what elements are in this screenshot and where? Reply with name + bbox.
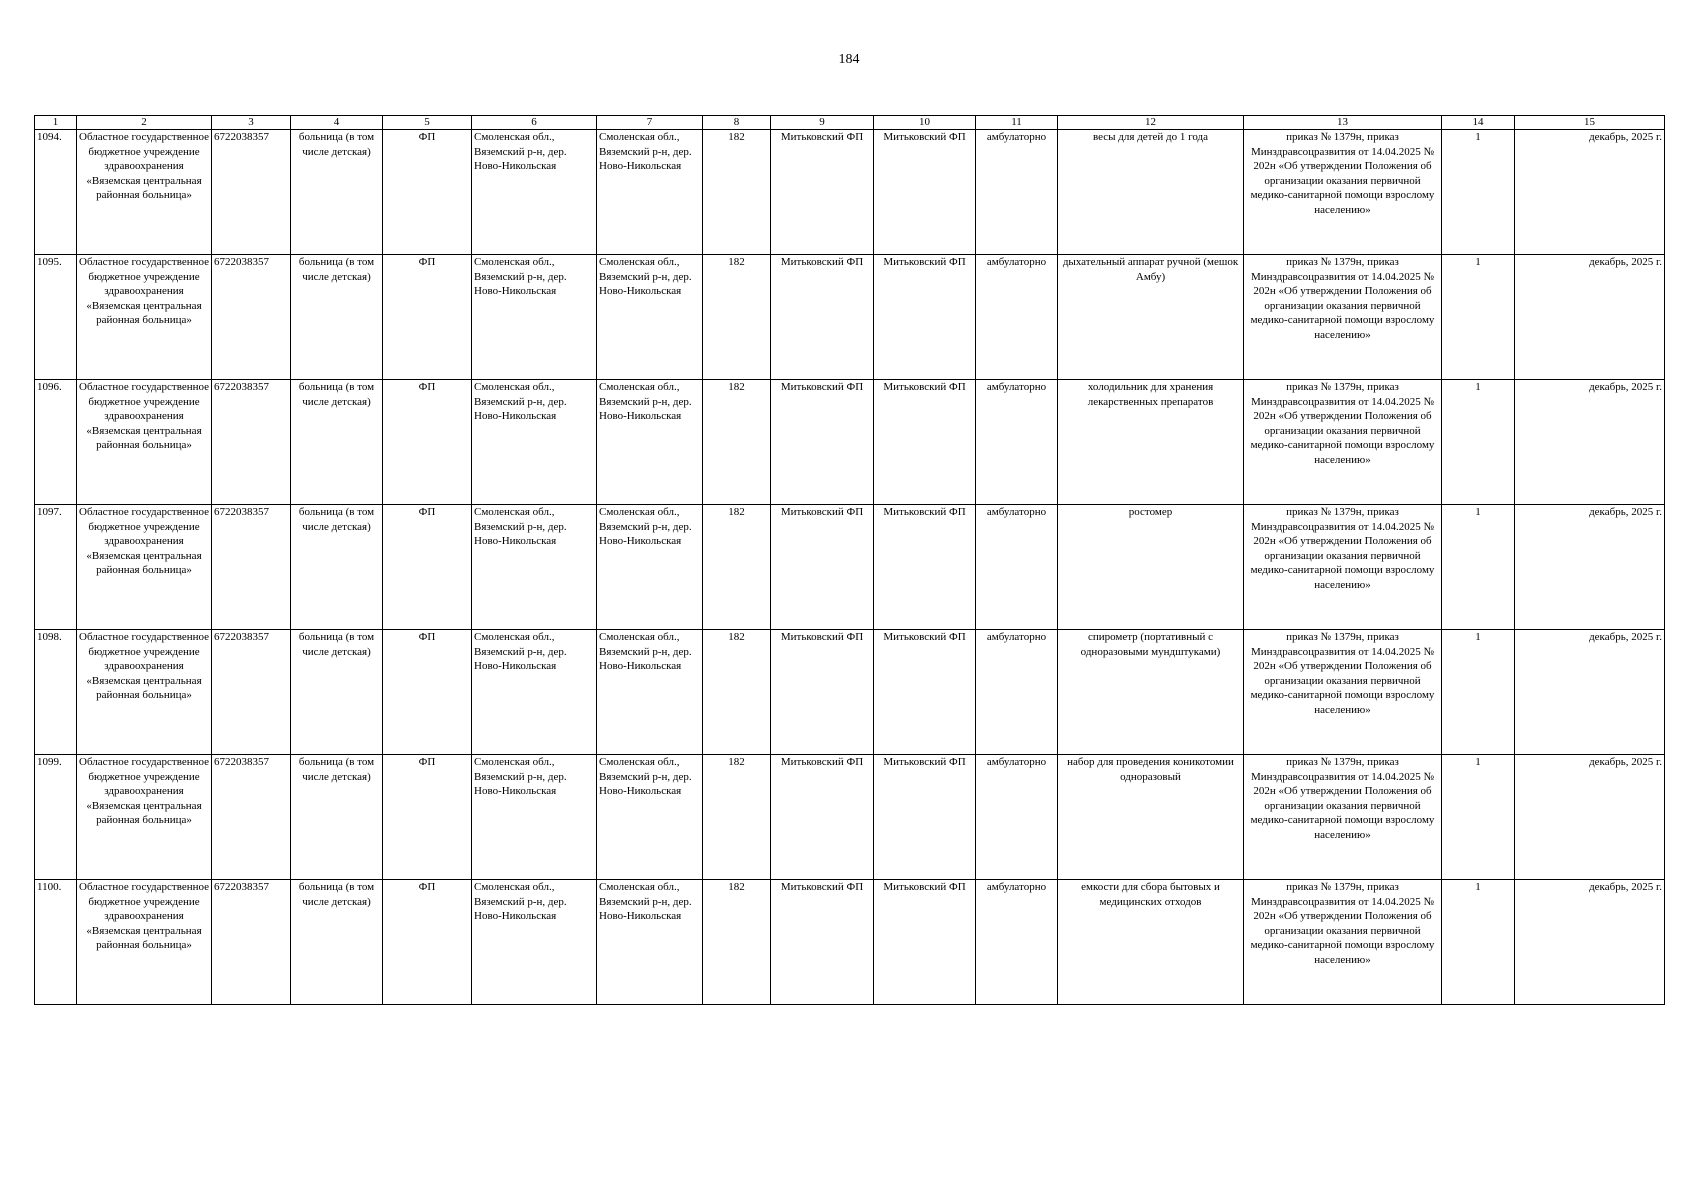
delivery-date: декабрь, 2025 г. bbox=[1515, 255, 1665, 380]
unit-name: Митьковский ФП bbox=[771, 380, 874, 505]
unit-type: ФП bbox=[383, 130, 472, 255]
equipment-quantity: 1 bbox=[1442, 255, 1515, 380]
unit-name-short: Митьковский ФП bbox=[874, 255, 976, 380]
unit-code: 182 bbox=[703, 880, 771, 1005]
regulatory-basis: приказ № 1379н, приказ Минздравсоцразвития от 14.04.2025 № 202н «Об утверждении Положения об организации оказания первичной медико-санитарной помощи взрослому населению» bbox=[1244, 880, 1442, 1005]
equipment-name: холодильник для хранения лекарственных препаратов bbox=[1058, 380, 1244, 505]
table-row bbox=[35, 380, 1665, 505]
unit-name-short: Митьковский ФП bbox=[874, 880, 976, 1005]
column-number-header: 14 bbox=[1442, 116, 1515, 130]
column-number-header: 7 bbox=[597, 116, 703, 130]
table-row bbox=[35, 630, 1665, 755]
delivery-date: декабрь, 2025 г. bbox=[1515, 505, 1665, 630]
regulatory-basis: приказ № 1379н, приказ Минздравсоцразвития от 14.04.2025 № 202н «Об утверждении Положения об организации оказания первичной медико-санитарной помощи взрослому населению» bbox=[1244, 630, 1442, 755]
equipment-quantity: 1 bbox=[1442, 880, 1515, 1005]
unit-type: ФП bbox=[383, 755, 472, 880]
equipment-quantity: 1 bbox=[1442, 755, 1515, 880]
equipment-quantity: 1 bbox=[1442, 630, 1515, 755]
equipment-name: дыхательный аппарат ручной (мешок Амбу) bbox=[1058, 255, 1244, 380]
unit-name-short: Митьковский ФП bbox=[874, 505, 976, 630]
unit-name: Митьковский ФП bbox=[771, 880, 874, 1005]
unit-type: ФП bbox=[383, 255, 472, 380]
equipment-quantity: 1 bbox=[1442, 130, 1515, 255]
facility-type: больница (в том числе детская) bbox=[291, 630, 383, 755]
facility-address: Смоленская обл., Вяземский р-н, дер. Ново-Никольская bbox=[472, 630, 597, 755]
regulatory-basis: приказ № 1379н, приказ Минздравсоцразвития от 14.04.2025 № 202н «Об утверждении Положения об организации оказания первичной медико-санитарной помощи взрослому населению» bbox=[1244, 255, 1442, 380]
column-number-header: 5 bbox=[383, 116, 472, 130]
care-mode: амбулаторно bbox=[976, 130, 1058, 255]
column-number-header: 15 bbox=[1515, 116, 1665, 130]
unit-code: 182 bbox=[703, 755, 771, 880]
column-number-header: 4 bbox=[291, 116, 383, 130]
column-number-row bbox=[35, 116, 1665, 130]
care-mode: амбулаторно bbox=[976, 255, 1058, 380]
delivery-date: декабрь, 2025 г. bbox=[1515, 130, 1665, 255]
row-number: 1094. bbox=[35, 130, 77, 255]
row-number: 1100. bbox=[35, 880, 77, 1005]
regulatory-basis: приказ № 1379н, приказ Минздравсоцразвития от 14.04.2025 № 202н «Об утверждении Положения об организации оказания первичной медико-санитарной помощи взрослому населению» bbox=[1244, 380, 1442, 505]
facility-type: больница (в том числе детская) bbox=[291, 880, 383, 1005]
facility-type: больница (в том числе детская) bbox=[291, 255, 383, 380]
row-number: 1097. bbox=[35, 505, 77, 630]
equipment-register-table bbox=[34, 115, 1665, 1005]
column-number-header: 6 bbox=[472, 116, 597, 130]
unit-name-short: Митьковский ФП bbox=[874, 630, 976, 755]
table-row bbox=[35, 755, 1665, 880]
column-number-header: 13 bbox=[1244, 116, 1442, 130]
facility-type: больница (в том числе детская) bbox=[291, 505, 383, 630]
organization-inn: 6722038357 bbox=[212, 630, 291, 755]
care-mode: амбулаторно bbox=[976, 380, 1058, 505]
equipment-name: набор для проведения коникотомии одноразовый bbox=[1058, 755, 1244, 880]
organization-inn: 6722038357 bbox=[212, 505, 291, 630]
organization-inn: 6722038357 bbox=[212, 130, 291, 255]
unit-address: Смоленская обл., Вяземский р-н, дер. Ново-Никольская bbox=[597, 880, 703, 1005]
delivery-date: декабрь, 2025 г. bbox=[1515, 755, 1665, 880]
equipment-name: спирометр (портативный с одноразовыми мундштуками) bbox=[1058, 630, 1244, 755]
column-number-header: 1 bbox=[35, 116, 77, 130]
care-mode: амбулаторно bbox=[976, 880, 1058, 1005]
delivery-date: декабрь, 2025 г. bbox=[1515, 880, 1665, 1005]
unit-address: Смоленская обл., Вяземский р-н, дер. Ново-Никольская bbox=[597, 380, 703, 505]
column-number-header: 3 bbox=[212, 116, 291, 130]
unit-name: Митьковский ФП bbox=[771, 505, 874, 630]
organization-name: Областное государственное бюджетное учреждение здравоохранения «Вяземская центральная районная больница» bbox=[77, 255, 212, 380]
row-number: 1096. bbox=[35, 380, 77, 505]
organization-inn: 6722038357 bbox=[212, 755, 291, 880]
organization-name: Областное государственное бюджетное учреждение здравоохранения «Вяземская центральная районная больница» bbox=[77, 130, 212, 255]
unit-address: Смоленская обл., Вяземский р-н, дер. Ново-Никольская bbox=[597, 505, 703, 630]
column-number-header: 8 bbox=[703, 116, 771, 130]
regulatory-basis: приказ № 1379н, приказ Минздравсоцразвития от 14.04.2025 № 202н «Об утверждении Положения об организации оказания первичной медико-санитарной помощи взрослому населению» bbox=[1244, 130, 1442, 255]
organization-inn: 6722038357 bbox=[212, 880, 291, 1005]
equipment-name: весы для детей до 1 года bbox=[1058, 130, 1244, 255]
unit-code: 182 bbox=[703, 130, 771, 255]
organization-inn: 6722038357 bbox=[212, 380, 291, 505]
equipment-quantity: 1 bbox=[1442, 380, 1515, 505]
row-number: 1098. bbox=[35, 630, 77, 755]
organization-name: Областное государственное бюджетное учреждение здравоохранения «Вяземская центральная районная больница» bbox=[77, 755, 212, 880]
equipment-name: ростомер bbox=[1058, 505, 1244, 630]
care-mode: амбулаторно bbox=[976, 755, 1058, 880]
page-number: 184 bbox=[838, 52, 860, 67]
column-number-header: 10 bbox=[874, 116, 976, 130]
unit-address: Смоленская обл., Вяземский р-н, дер. Ново-Никольская bbox=[597, 755, 703, 880]
organization-name: Областное государственное бюджетное учреждение здравоохранения «Вяземская центральная районная больница» bbox=[77, 380, 212, 505]
organization-name: Областное государственное бюджетное учреждение здравоохранения «Вяземская центральная районная больница» bbox=[77, 630, 212, 755]
equipment-name: емкости для сбора бытовых и медицинских отходов bbox=[1058, 880, 1244, 1005]
care-mode: амбулаторно bbox=[976, 630, 1058, 755]
table-row bbox=[35, 880, 1665, 1005]
facility-type: больница (в том числе детская) bbox=[291, 130, 383, 255]
facility-address: Смоленская обл., Вяземский р-н, дер. Ново-Никольская bbox=[472, 755, 597, 880]
facility-address: Смоленская обл., Вяземский р-н, дер. Ново-Никольская bbox=[472, 380, 597, 505]
delivery-date: декабрь, 2025 г. bbox=[1515, 380, 1665, 505]
delivery-date: декабрь, 2025 г. bbox=[1515, 630, 1665, 755]
unit-address: Смоленская обл., Вяземский р-н, дер. Ново-Никольская bbox=[597, 130, 703, 255]
unit-name: Митьковский ФП bbox=[771, 630, 874, 755]
facility-address: Смоленская обл., Вяземский р-н, дер. Ново-Никольская bbox=[472, 505, 597, 630]
unit-type: ФП bbox=[383, 505, 472, 630]
organization-inn: 6722038357 bbox=[212, 255, 291, 380]
table-row bbox=[35, 505, 1665, 630]
table-row bbox=[35, 255, 1665, 380]
unit-code: 182 bbox=[703, 630, 771, 755]
facility-address: Смоленская обл., Вяземский р-н, дер. Ново-Никольская bbox=[472, 255, 597, 380]
facility-type: больница (в том числе детская) bbox=[291, 755, 383, 880]
table-body bbox=[35, 130, 1665, 1005]
unit-name-short: Митьковский ФП bbox=[874, 130, 976, 255]
column-number-header: 2 bbox=[77, 116, 212, 130]
facility-address: Смоленская обл., Вяземский р-н, дер. Ново-Никольская bbox=[472, 130, 597, 255]
column-number-header: 9 bbox=[771, 116, 874, 130]
row-number: 1095. bbox=[35, 255, 77, 380]
unit-code: 182 bbox=[703, 255, 771, 380]
unit-address: Смоленская обл., Вяземский р-н, дер. Ново-Никольская bbox=[597, 255, 703, 380]
unit-name-short: Митьковский ФП bbox=[874, 755, 976, 880]
column-number-header: 11 bbox=[976, 116, 1058, 130]
unit-type: ФП bbox=[383, 630, 472, 755]
facility-type: больница (в том числе детская) bbox=[291, 380, 383, 505]
unit-code: 182 bbox=[703, 505, 771, 630]
equipment-quantity: 1 bbox=[1442, 505, 1515, 630]
unit-name: Митьковский ФП bbox=[771, 755, 874, 880]
regulatory-basis: приказ № 1379н, приказ Минздравсоцразвития от 14.04.2025 № 202н «Об утверждении Положения об организации оказания первичной медико-санитарной помощи взрослому населению» bbox=[1244, 755, 1442, 880]
care-mode: амбулаторно bbox=[976, 505, 1058, 630]
unit-address: Смоленская обл., Вяземский р-н, дер. Ново-Никольская bbox=[597, 630, 703, 755]
table-row bbox=[35, 130, 1665, 255]
unit-type: ФП bbox=[383, 880, 472, 1005]
organization-name: Областное государственное бюджетное учреждение здравоохранения «Вяземская центральная районная больница» bbox=[77, 505, 212, 630]
unit-type: ФП bbox=[383, 380, 472, 505]
unit-code: 182 bbox=[703, 380, 771, 505]
regulatory-basis: приказ № 1379н, приказ Минздравсоцразвития от 14.04.2025 № 202н «Об утверждении Положения об организации оказания первичной медико-санитарной помощи взрослому населению» bbox=[1244, 505, 1442, 630]
unit-name: Митьковский ФП bbox=[771, 255, 874, 380]
unit-name: Митьковский ФП bbox=[771, 130, 874, 255]
organization-name: Областное государственное бюджетное учреждение здравоохранения «Вяземская центральная районная больница» bbox=[77, 880, 212, 1005]
row-number: 1099. bbox=[35, 755, 77, 880]
column-number-header: 12 bbox=[1058, 116, 1244, 130]
unit-name-short: Митьковский ФП bbox=[874, 380, 976, 505]
facility-address: Смоленская обл., Вяземский р-н, дер. Ново-Никольская bbox=[472, 880, 597, 1005]
